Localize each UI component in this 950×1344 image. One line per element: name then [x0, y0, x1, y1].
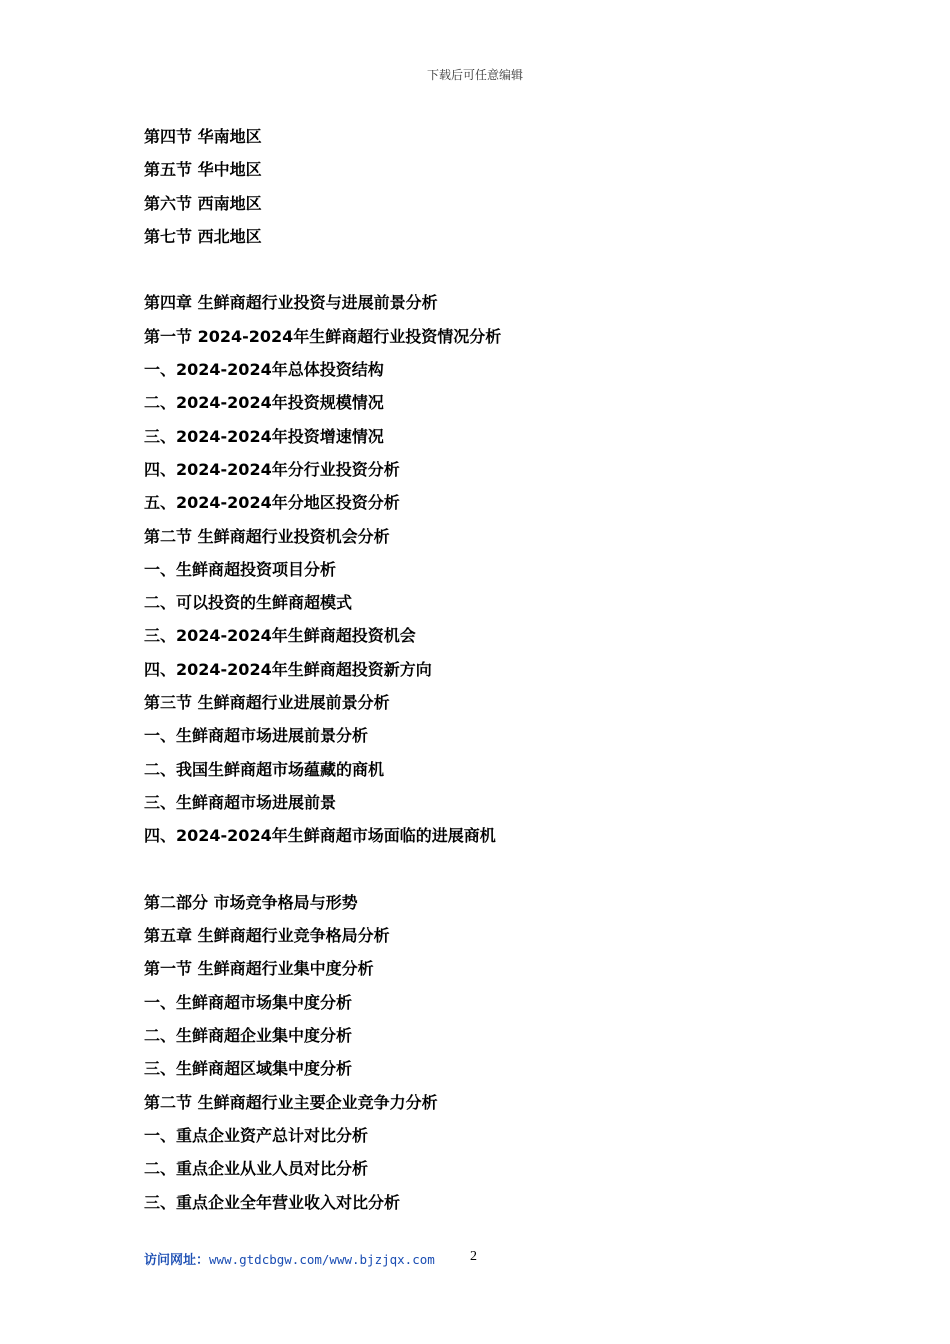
toc-item: 三、生鲜商超区域集中度分析 [144, 1059, 353, 1079]
toc-item: 一、生鲜商超投资项目分析 [144, 559, 337, 579]
toc-item: 四、2024-2024年生鲜商超投资新方向 [144, 659, 432, 679]
section-heading: 第二节 生鲜商超行业投资机会分析 [144, 526, 390, 546]
toc-item: 三、2024-2024年生鲜商超投资机会 [144, 626, 416, 646]
toc-item: 第四节 华南地区 [144, 127, 262, 146]
toc-item: 五、2024-2024年分地区投资分析 [144, 493, 400, 513]
toc-item: 三、2024-2024年投资增速情况 [144, 426, 384, 446]
toc-item: 二、可以投资的生鲜商超模式 [144, 593, 353, 613]
section-heading: 第三节 生鲜商超行业进展前景分析 [144, 693, 390, 713]
chapter-heading: 第四章 生鲜商超行业投资与进展前景分析 [144, 293, 438, 313]
toc-item: 二、我国生鲜商超市场蕴藏的商机 [144, 759, 385, 779]
toc-item: 三、重点企业全年营业收入对比分析 [144, 1192, 401, 1212]
toc-item: 四、2024-2024年分行业投资分析 [144, 459, 400, 479]
toc-item: 二、2024-2024年投资规模情况 [144, 393, 384, 413]
header-note: 下载后可任意编辑 [426, 68, 523, 82]
toc-item: 第六节 西南地区 [144, 193, 262, 213]
page-number: 2 [470, 1249, 477, 1264]
toc-item: 一、生鲜商超市场进展前景分析 [144, 726, 369, 746]
toc-item: 二、重点企业从业人员对比分析 [144, 1159, 369, 1179]
section-heading: 第一节 生鲜商超行业集中度分析 [144, 959, 374, 979]
section-heading: 第一节 2024-2024年生鲜商超行业投资情况分析 [144, 326, 502, 346]
toc-item: 第七节 西北地区 [144, 226, 262, 246]
section-heading: 第二节 生鲜商超行业主要企业竞争力分析 [144, 1092, 438, 1112]
toc-item: 四、2024-2024年生鲜商超市场面临的进展商机 [144, 826, 496, 846]
part-heading: 第二部分 市场竞争格局与形势 [144, 892, 358, 912]
toc-item: 二、生鲜商超企业集中度分析 [144, 1026, 353, 1046]
toc-gap [144, 257, 844, 290]
footer-url-link[interactable]: www.gtdcbgw.com/www.bjzjqx.com [209, 1252, 435, 1267]
toc-item: 三、生鲜商超市场进展前景 [144, 792, 337, 812]
toc-item: 一、重点企业资产总计对比分析 [144, 1125, 369, 1145]
footer [144, 1249, 544, 1268]
chapter-heading: 第五章 生鲜商超行业竞争格局分析 [144, 926, 390, 946]
toc-item: 第五节 华中地区 [144, 160, 262, 180]
toc-gap [144, 857, 844, 890]
footer-label: 访问网址： [144, 1253, 210, 1268]
toc-item: 一、生鲜商超市场集中度分析 [144, 992, 353, 1012]
toc-item: 一、2024-2024年总体投资结构 [144, 360, 384, 380]
table-of-contents [144, 124, 844, 1223]
